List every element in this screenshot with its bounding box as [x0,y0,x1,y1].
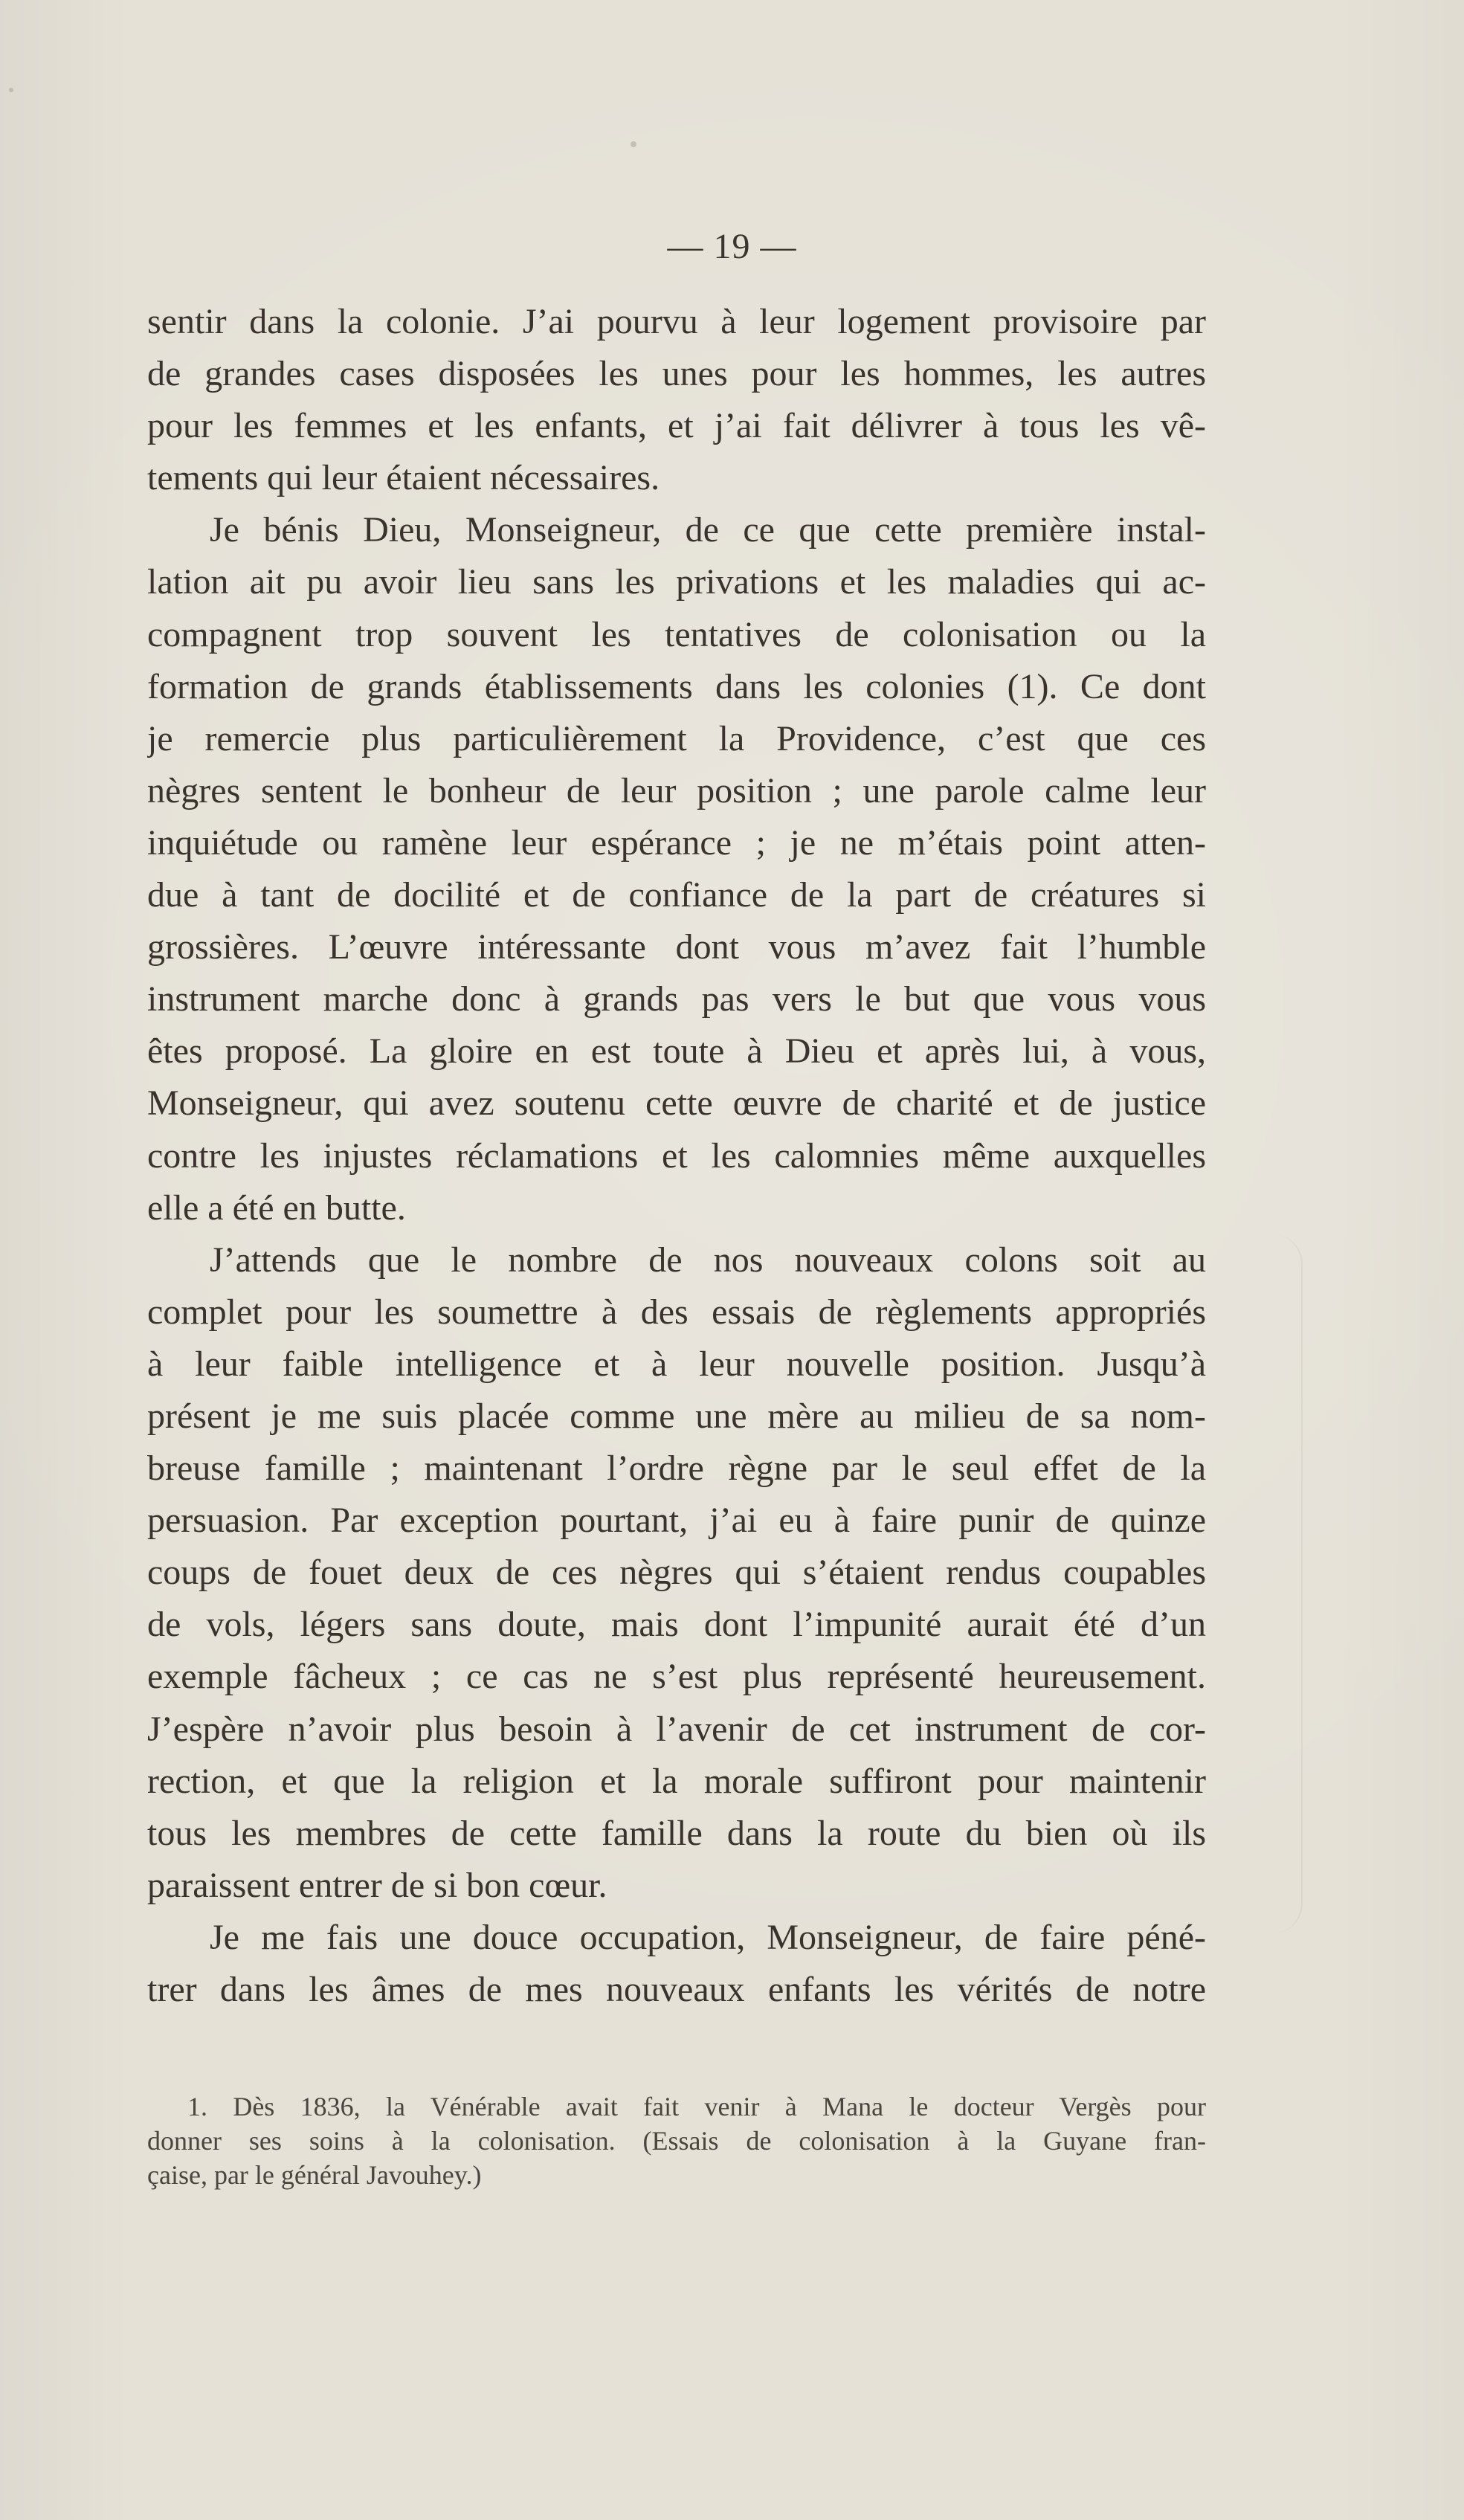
text-line: grossières. L’œuvre intéressante dont vous m’avez fait l’humble [147,927,1206,967]
text-line: sentir dans la colonie. J’ai pourvu à leur logement provisoire par [147,302,1206,341]
text-line: persuasion. Par exception pourtant, j’ai eu à faire punir de quinze [147,1501,1206,1541]
text-line: pour les femmes et les enfants, et j’ai fait délivrer à tous les vê- [147,406,1206,446]
main-text [147,296,1206,2016]
text-line: paraissent entrer de si bon cœur. [147,1865,607,1905]
text-line: complet pour les soumettre à des essais de règlements appropriés [147,1292,1206,1332]
text-line: je remercie plus particulièrement la Providence, c’est que ces [147,718,1206,758]
text-line: de grandes cases disposées les unes pour les hommes, les autres [147,354,1206,394]
paper-speck [631,141,636,147]
text-line: trer dans les âmes de mes nouveaux enfants les vérités de notre [147,1970,1206,2009]
text-line: Monseigneur, qui avez soutenu cette œuvre de charité et de justice [147,1083,1206,1124]
text-line: instrument marche donc à grands pas vers le but que vous vous [147,979,1206,1019]
text-line: J’espère n’avoir plus besoin à l’avenir de cet instrument de cor- [147,1709,1206,1749]
text-line: présent je me suis placée comme une mère au milieu de sa nom- [147,1396,1206,1436]
text-line: êtes proposé. La gloire en est toute à Dieu et après lui, à vous, [147,1031,1206,1072]
page-number: — 19 — [667,227,797,266]
text-line: nègres sentent le bonheur de leur position ; une parole calme leur [147,770,1206,811]
text-line: contre les injustes réclamations et les calomnies même auxquelles [147,1135,1206,1176]
paragraph [147,1912,1206,2016]
paragraph [147,504,1206,1234]
text-line: tements qui leur étaient nécessaires. [147,458,660,498]
text-line: coups de fouet deux de ces nègres qui s’étaient rendus coupables [147,1553,1206,1593]
paragraph [147,296,1206,504]
text-line: exemple fâcheux ; ce cas ne s’est plus représenté heureusement. [147,1657,1206,1697]
text-line: Je bénis Dieu, Monseigneur, de ce que cette première instal- [210,510,1206,550]
text-line: rection, et que la religion et la morale suffiront pour maintenir [147,1761,1206,1801]
text-line: lation ait pu avoir lieu sans les privations et les maladies qui ac- [147,562,1206,602]
text-line: compagnent trop souvent les tentatives de colonisation ou la [147,614,1206,654]
text-line: Je me fais une douce occupation, Monseigneur, de faire péné- [210,1917,1206,1957]
footnote [147,2089,1206,2192]
text-line: due à tant de docilité et de confiance de la part de créatures si [147,875,1206,915]
text-line: de vols, légers sans doute, mais dont l’impunité aurait été d’un [147,1605,1206,1645]
footnote-line: 1. Dès 1836, la Vénérable avait fait venir à Mana le docteur Vergès pour [187,2092,1206,2121]
text-line: formation de grands établissements dans les colonies (1). Ce dont [147,666,1206,706]
text-line: elle a été en butte. [147,1188,406,1228]
text-line: à leur faible intelligence et à leur nouvelle position. Jusqu’à [147,1344,1206,1384]
text-line: tous les membres de cette famille dans la route du bien où ils [147,1813,1206,1853]
footnote-line: donner ses soins à la colonisation. (Essais de colonisation à la Guyane fran- [147,2126,1206,2156]
paper-speck [9,88,13,92]
text-line: inquiétude ou ramène leur espérance ; je ne m’étais point atten- [147,822,1206,863]
text-line: J’attends que le nombre de nos nouveaux colons soit au [210,1240,1206,1280]
paragraph [147,1234,1206,1912]
text-line: breuse famille ; maintenant l’ordre règne par le seul effet de la [147,1448,1206,1489]
footnote-line: çaise, par le général Javouhey.) [147,2160,482,2190]
